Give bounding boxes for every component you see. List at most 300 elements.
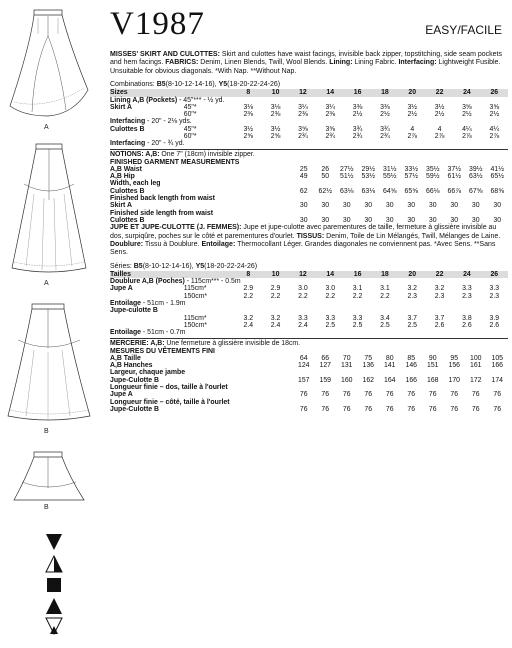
description-title: MISSES' SKIRT AND CULOTTES: — [110, 51, 220, 58]
measurement-cell: 66⅛ — [426, 187, 440, 195]
skirt-a-front-drawing — [4, 6, 94, 134]
mercerie-text: Une fermeture à glissière invisible de 18cm. — [164, 339, 301, 347]
size-cell: 20 — [399, 271, 426, 278]
measurement-cell: 76 — [385, 405, 394, 413]
measurement-cell: 62½ — [318, 187, 332, 195]
measurement-cell: 76 — [407, 391, 416, 399]
yardage-cell: 2⅝ — [243, 133, 254, 140]
measurement-cell: 63⅛ — [361, 187, 375, 195]
yardage-cell: 2⅜ — [298, 111, 308, 119]
table-row — [110, 188, 508, 195]
entoilage-row — [110, 329, 508, 336]
measurement-cell: 30 — [364, 202, 373, 210]
fabric-width: 60"* — [183, 133, 197, 140]
measurement-cell: 76 — [342, 391, 351, 399]
fabric-width: 60"* — [183, 111, 197, 119]
measurement-cell: 41½ — [490, 165, 504, 173]
measurement-cell: 66⅞ — [447, 187, 461, 195]
table-row — [110, 406, 508, 413]
measurement-cell: 76 — [299, 405, 308, 413]
measurement-cell: 166 — [491, 362, 503, 370]
measurement-cell: 63½ — [469, 173, 483, 181]
measurement-label: Jupe-Culotte B — [110, 376, 159, 384]
pattern-info-column — [110, 6, 508, 413]
series-line — [110, 262, 508, 271]
metrage-cell: 2.2 — [352, 292, 363, 300]
measurement-label: A,B Waist — [110, 165, 142, 173]
description-french — [110, 224, 508, 258]
size-cell: 24 — [453, 89, 480, 96]
measurement-cell: 30 — [471, 216, 480, 224]
measurement-cell: 95 — [450, 354, 459, 362]
measurement-cell: 76 — [364, 391, 373, 399]
metrage-cell: 2.9 — [243, 285, 254, 293]
measurement-cell: 26 — [321, 165, 330, 173]
series-y5-range: (18-20-22-24-26) — [204, 262, 258, 270]
measurement-cell: 35½ — [426, 165, 440, 173]
description-english — [110, 51, 508, 76]
metrage-cell: 3.2 — [243, 314, 254, 322]
yardage-cell: 3⅝ — [489, 103, 500, 111]
pattern-symbols — [44, 532, 64, 640]
measurement-cell: 33½ — [404, 165, 418, 173]
yardage-cell: 3⅛ — [243, 103, 254, 111]
size-cell: 12 — [289, 89, 316, 96]
measurement-cell: 166 — [405, 376, 417, 384]
interfacing-row-text: - 20" - 2⅛ yds. — [145, 118, 192, 126]
metrage-cell: 3.7 — [407, 314, 418, 322]
table-row — [110, 322, 508, 329]
fabric-width: 150cm* — [183, 321, 208, 329]
culottes-b-label: Culottes B — [110, 125, 145, 133]
finished-measurements-title: FINISHED GARMENT MEASUREMENTS — [110, 158, 240, 166]
size-cell: 16 — [344, 271, 371, 278]
size-cell: 14 — [317, 271, 344, 278]
combination-b5-range: (8-10-12-14-16), — [165, 81, 219, 89]
measurement-label: A,B Taille — [110, 354, 141, 362]
fabric-width: 45"* — [183, 103, 197, 111]
measurement-cell: 76 — [385, 391, 394, 399]
measurement-cell: 76 — [407, 405, 416, 413]
measurement-cell: 30 — [364, 216, 373, 224]
interfacing-row-label: Interfacing — [110, 118, 146, 126]
figure-label: B — [44, 504, 49, 511]
measurement-cell: 30 — [407, 216, 416, 224]
measurement-cell: 30 — [385, 202, 394, 210]
interfacing-row — [110, 140, 508, 147]
yardage-cell: 2½ — [434, 111, 445, 119]
measurement-cell: 76 — [471, 405, 480, 413]
combinations-line — [110, 80, 508, 89]
measurement-cell: 63⅛ — [340, 187, 354, 195]
measurement-cell: 131 — [341, 362, 353, 370]
measurement-group-label: Largeur, chaque jambe — [110, 369, 186, 377]
tailles-label: Tailles — [110, 271, 184, 278]
size-cell: 22 — [426, 271, 453, 278]
skirt-a-back-drawing — [4, 140, 94, 290]
table-row — [110, 126, 508, 133]
series-b5-range: (8-10-12-14-16), — [142, 262, 196, 270]
yardage-cell: 3⅝ — [462, 103, 472, 111]
measurement-cell: 127 — [319, 362, 331, 370]
table-row — [110, 293, 508, 300]
measurement-cell: 64⅝ — [383, 187, 397, 195]
measurement-label: Jupe-Culotte B — [110, 405, 159, 413]
measurement-cell: 30 — [428, 202, 437, 210]
description-text: Skirt and culottes have waist facings, invisible back zipper, topstitching, side seam pockets and hem facings. — [110, 51, 503, 67]
measurement-label: Culottes B — [110, 216, 145, 224]
measurement-label: A,B Hanches — [110, 362, 153, 370]
yardage-cell: 2½ — [352, 111, 363, 119]
figure-label: A — [44, 124, 49, 131]
entoilage-row-text: - 51cm - 1.9m — [141, 300, 186, 308]
metrage-cell: 3.4 — [380, 314, 390, 322]
yardage-cell: 3¾ — [380, 125, 390, 133]
yardage-cell: 3⅜ — [352, 103, 363, 111]
measurement-cell: 76 — [299, 391, 308, 399]
measurement-cell: 30 — [321, 216, 330, 224]
yardage-cell: 4¼ — [489, 125, 500, 133]
jupe-a-label: Jupe A — [110, 285, 133, 293]
yardage-cell: 2½ — [407, 111, 418, 119]
measurement-group-label: Longueur finie – dos, taille à l'ourlet — [110, 384, 228, 392]
measurement-cell: 30 — [450, 202, 459, 210]
size-cell: 10 — [262, 89, 289, 96]
measurement-cell: 30 — [321, 202, 330, 210]
metrage-cell: 2.4 — [270, 321, 281, 329]
measurement-cell: 53½ — [361, 173, 375, 181]
yardage-cell: 2⅞ — [462, 133, 472, 140]
mercerie-label: MERCERIE: A,B: — [110, 339, 165, 347]
fabrics-text: Denim, Linen Blends, Twill, Wool Blends. — [198, 59, 330, 67]
table-row — [110, 377, 508, 384]
finished-measurements-french — [110, 348, 508, 414]
metrage-cell: 2.9 — [270, 285, 281, 293]
size-cell: 16 — [344, 89, 371, 96]
skirt-a-front-illustration — [4, 6, 94, 124]
metrage-cell: 2.2 — [298, 292, 308, 300]
interfacing-row — [110, 118, 508, 125]
measurement-label: Skirt A — [110, 202, 132, 210]
tissus-label: TISSUS: — [296, 232, 325, 240]
size-cell: 20 — [399, 89, 426, 96]
difficulty-label: EASY/FACILE — [425, 23, 502, 37]
entoilage-text: Thermocollant Léger. Grandes diagonales ne conviennent pas. *Avec Sens. **Sans Sens. — [110, 241, 496, 257]
metrage-cell: 2.5 — [325, 321, 336, 329]
measurement-cell: 76 — [493, 391, 502, 399]
measurement-cell: 30 — [407, 202, 416, 210]
measurement-cell: 39½ — [469, 165, 483, 173]
lining-label: Lining: — [329, 59, 353, 67]
measurement-cell: 170 — [448, 376, 460, 384]
metrage-cell: 2.5 — [407, 321, 418, 329]
metrage-cell: 3.0 — [298, 285, 308, 293]
entoilage-row-label: Entoilage — [110, 300, 142, 308]
doublure-row — [110, 278, 508, 285]
entoilage-label: Entoilage: — [201, 241, 236, 249]
metrage-cell: 2.3 — [462, 292, 472, 300]
metrage-cell: 2.6 — [462, 321, 472, 329]
metrage-cell: 3.1 — [352, 285, 363, 293]
metrage-cell: 2.2 — [243, 292, 254, 300]
metrage-cell: 2.4 — [298, 321, 308, 329]
yardage-cell: 3½ — [270, 125, 281, 133]
metrage-cell: 2.2 — [325, 292, 336, 300]
fabric-width: 150cm* — [183, 292, 208, 300]
figure-label: B — [44, 428, 49, 435]
series-label: Séries: — [110, 262, 134, 270]
measurement-cell: 61½ — [447, 173, 461, 181]
yardage-cell: 3⅝ — [325, 125, 336, 133]
yardage-cell: 3¼ — [298, 103, 308, 111]
measurement-cell: 141 — [384, 362, 396, 370]
culottes-b-back-illustration — [4, 448, 94, 504]
yardage-cell: 2⅜ — [325, 111, 336, 119]
measurement-cell: 64 — [299, 354, 308, 362]
measurement-cell: 67⅝ — [469, 187, 483, 195]
measurement-cell: 76 — [321, 405, 330, 413]
measurement-cell: 62 — [299, 187, 308, 195]
table-row — [110, 104, 508, 111]
yardage-table-french — [110, 271, 508, 337]
measurement-cell: 27½ — [340, 165, 354, 173]
measurement-cell: 55½ — [383, 173, 397, 181]
yardage-cell: 2⅞ — [407, 133, 418, 140]
yardage-cell: 3¼ — [325, 103, 336, 111]
measurement-cell: 31½ — [383, 165, 397, 173]
measurement-cell: 90 — [428, 354, 437, 362]
measurement-cell: 30 — [450, 216, 459, 224]
measurement-cell: 162 — [362, 376, 374, 384]
technical-drawings-column — [0, 0, 108, 648]
description-fr-text: Jupe et jupe-culotte avec parementures de taille, fermeture à glissière invisible au dos, surpiqûre, poches sur le côté et parementures d'ourlet. — [110, 224, 497, 240]
combinations-label: Combinations: — [110, 81, 157, 89]
notions-text: One 7" (18cm) invisible zipper. — [159, 150, 255, 158]
metrage-cell: 2.5 — [380, 321, 390, 329]
lining-row-text: - 45"*** - ½ yd. — [177, 96, 225, 104]
header — [110, 6, 508, 50]
measurement-cell: 50 — [321, 173, 330, 181]
yardage-cell: 4 — [410, 125, 415, 133]
size-cell: 12 — [289, 271, 316, 278]
notions-label: NOTIONS: A,B: — [110, 150, 160, 158]
interfacing-label: Interfacing: — [398, 59, 437, 67]
measurement-cell: 100 — [470, 354, 482, 362]
divider — [110, 338, 508, 339]
yardage-cell: 3⅝ — [298, 125, 308, 133]
metrage-cell: 3.0 — [325, 285, 336, 293]
size-cell: 18 — [371, 271, 398, 278]
metrage-cell: 2.6 — [434, 321, 445, 329]
size-cell: 22 — [426, 89, 453, 96]
measurement-cell: 30 — [299, 216, 308, 224]
yardage-cell: 2⅝ — [270, 133, 281, 140]
measurement-cell: 30 — [493, 216, 502, 224]
measurement-cell: 30 — [342, 216, 351, 224]
nap-symbols-icon — [44, 532, 64, 636]
entoilage-row-text: - 51cm - 0.7m — [141, 329, 186, 337]
lining-text: Lining Fabric. — [352, 59, 399, 67]
yardage-cell: 4 — [437, 125, 442, 133]
measurement-group-label: Finished back length from waist — [110, 195, 215, 203]
notions-line — [110, 151, 508, 159]
yardage-cell: 2¾ — [298, 133, 308, 140]
jupe-culotte-b-label: Jupe-culotte B — [110, 307, 158, 315]
yardage-cell: 3⅛ — [270, 103, 281, 111]
measurement-cell: 76 — [471, 391, 480, 399]
metrage-cell: 2.3 — [434, 292, 445, 300]
yardage-cell: 3½ — [407, 103, 418, 111]
skirt-a-back-illustration — [4, 140, 94, 280]
yardage-cell: 2⅜ — [243, 111, 254, 119]
metrage-cell: 3.3 — [489, 285, 500, 293]
table-row — [110, 173, 508, 180]
measurement-cell: 59½ — [426, 173, 440, 181]
metrage-cell: 3.1 — [380, 285, 390, 293]
yardage-cell: 2¾ — [380, 133, 390, 140]
sizes-header-row — [110, 89, 508, 96]
measurement-cell: 76 — [364, 405, 373, 413]
yardage-cell: 2¾ — [352, 133, 363, 140]
pattern-number: V1987 — [110, 6, 205, 42]
measurement-cell: 29½ — [361, 165, 375, 173]
measurement-cell: 51½ — [340, 173, 354, 181]
finished-measurements-english — [110, 159, 508, 225]
measurement-cell: 76 — [342, 405, 351, 413]
yardage-cell: 3⅜ — [380, 103, 390, 111]
metrage-cell: 3.2 — [407, 285, 418, 293]
metrage-cell: 2.2 — [270, 292, 281, 300]
measurement-cell: 37½ — [447, 165, 461, 173]
yardage-cell: 2½ — [462, 111, 472, 119]
fabrics-label: FABRICS: — [165, 59, 199, 67]
measurement-cell: 161 — [470, 362, 482, 370]
measurement-cell: 85 — [407, 354, 416, 362]
measurement-group-label: Longueur finie – côté, taille à l'ourlet — [110, 398, 230, 406]
yardage-table-english — [110, 89, 508, 147]
measurement-cell: 76 — [450, 405, 459, 413]
yardage-cell: 4¼ — [462, 125, 472, 133]
description-fr-title: JUPE ET JUPE-CULOTTE (J. FEMMES): — [110, 224, 242, 232]
measurement-cell: 30 — [471, 202, 480, 210]
culottes-b-front-drawing — [4, 300, 94, 440]
metrage-cell: 3.2 — [270, 314, 281, 322]
interfacing-text: Lightweight Fusible. Unsuitable for obvious diagonals. *With Nap. **Without Nap. — [110, 59, 501, 75]
interfacing-row-label: Interfacing — [110, 140, 146, 148]
measurement-cell: 65⅝ — [404, 187, 418, 195]
measurement-cell: 68⅝ — [490, 187, 504, 195]
metrage-cell: 3.8 — [462, 314, 472, 322]
doublure-text: Tissu à Doublure. — [143, 241, 202, 249]
divider — [110, 149, 508, 150]
doublure-row-text: - 115cm*** - 0.5m — [184, 278, 241, 286]
yardage-cell: 3½ — [434, 103, 445, 111]
metrage-cell: 3.3 — [462, 285, 472, 293]
lining-row — [110, 97, 508, 104]
metrage-cell: 2.2 — [380, 292, 390, 300]
combination-y5-range: (18-20-22-24-26) — [227, 81, 281, 89]
table-row — [110, 111, 508, 118]
entoilage-row — [110, 300, 508, 307]
tissus-text: Denim, Toile de Lin Mélangés, Twill, Mélanges de Laine. — [324, 232, 501, 240]
measurement-cell: 76 — [321, 391, 330, 399]
size-cell: 26 — [481, 271, 508, 278]
measurement-cell: 174 — [491, 376, 503, 384]
measurement-cell: 157 — [298, 376, 310, 384]
measurement-cell: 30 — [385, 216, 394, 224]
table-row — [110, 315, 508, 322]
doublure-row-label: Doublure A,B (Poches) — [110, 278, 185, 286]
metrage-cell: 2.3 — [407, 292, 418, 300]
tailles-header-row — [110, 271, 508, 278]
measurement-cell: 172 — [470, 376, 482, 384]
metrage-cell: 2.3 — [489, 292, 500, 300]
measurement-cell: 80 — [385, 354, 394, 362]
measurement-cell: 105 — [491, 354, 503, 362]
measurement-cell: 66 — [321, 354, 330, 362]
measurement-cell: 65½ — [490, 173, 504, 181]
mercerie-line — [110, 340, 508, 348]
size-cell: 24 — [453, 271, 480, 278]
table-row — [110, 285, 508, 292]
measurement-cell: 30 — [299, 202, 308, 210]
metrage-cell: 2.5 — [352, 321, 363, 329]
measurement-cell: 159 — [319, 376, 331, 384]
series-y5: Y5 — [195, 262, 205, 270]
interfacing-row-text: - 20" - ¾ yd. — [145, 140, 185, 148]
measurement-cell: 124 — [298, 362, 310, 370]
yardage-cell: 2½ — [489, 111, 500, 119]
yardage-cell: 3½ — [243, 125, 254, 133]
fabric-width: 115cm* — [183, 314, 207, 322]
measurement-cell: 168 — [427, 376, 439, 384]
size-cell: 8 — [235, 271, 262, 278]
entoilage-row-label: Entoilage — [110, 329, 142, 337]
yardage-cell: 2⅜ — [270, 111, 281, 119]
table-row — [110, 217, 508, 224]
metrage-cell: 2.6 — [489, 321, 500, 329]
culottes-b-back-drawing — [4, 448, 94, 518]
size-cell: 8 — [235, 89, 262, 96]
size-cell: 26 — [481, 89, 508, 96]
metrage-cell: 3.7 — [434, 314, 445, 322]
skirt-a-label: Skirt A — [110, 103, 132, 111]
measurement-cell: 156 — [448, 362, 460, 370]
metrage-cell: 3.3 — [352, 314, 363, 322]
table-row — [110, 391, 508, 398]
metrage-cell: 2.4 — [243, 321, 254, 329]
combination-y5: Y5 — [218, 81, 228, 89]
measurement-group-label: Width, each leg — [110, 180, 161, 188]
measurement-cell: 76 — [428, 391, 437, 399]
sizes-label: Sizes — [110, 89, 184, 96]
series-b5: B5 — [133, 262, 143, 270]
measurement-cell: 49 — [299, 173, 308, 181]
metrage-cell: 3.2 — [434, 285, 445, 293]
measurement-cell: 30 — [428, 216, 437, 224]
measurement-cell: 57½ — [404, 173, 418, 181]
measurement-cell: 76 — [450, 391, 459, 399]
size-cell: 18 — [371, 89, 398, 96]
mesures-title: MESURES DU VÊTEMENTS FINI — [110, 347, 215, 355]
measurement-cell: 30 — [493, 202, 502, 210]
measurement-cell: 70 — [342, 354, 351, 362]
measurement-cell: 25 — [299, 165, 308, 173]
measurement-cell: 76 — [428, 405, 437, 413]
table-row — [110, 133, 508, 140]
measurement-cell: 30 — [342, 202, 351, 210]
measurement-cell: 75 — [364, 354, 373, 362]
